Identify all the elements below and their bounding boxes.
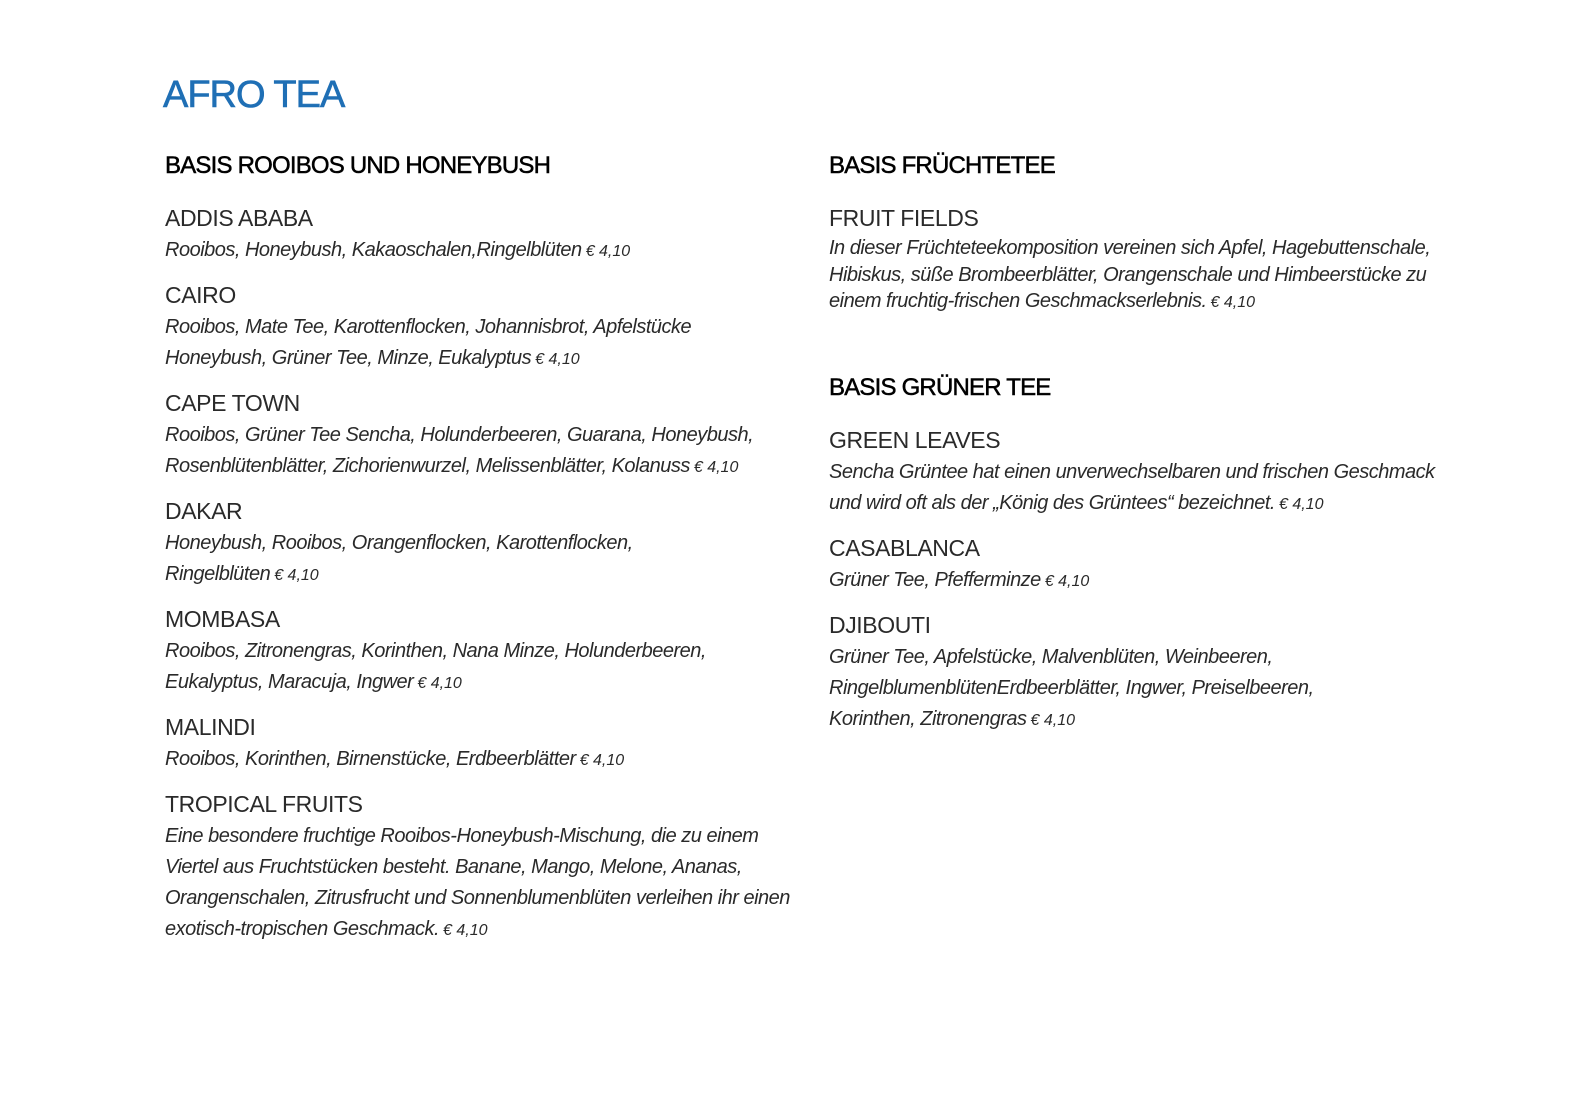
description-line (829, 288, 1469, 317)
menu-item-dakar (165, 496, 815, 591)
price-label: € 4,10 (417, 675, 462, 692)
price-label: € 4,10 (1278, 495, 1324, 513)
menu-item-description (829, 642, 1469, 736)
section-spacer (829, 330, 1469, 372)
menu-item-tropical-fruits (165, 789, 815, 946)
menu-item-name: CASABLANCA (829, 534, 980, 561)
description-line (165, 636, 815, 667)
price-label: € 4,10 (274, 567, 319, 584)
menu-item-casablanca (829, 533, 1469, 597)
price-label: € 4,10 (585, 243, 631, 260)
description-text: Grüner Tee, Pfefferminze (829, 568, 1041, 591)
menu-item-description (829, 565, 1469, 597)
description-text: In dieser Früchteteekomposition vereinen sich Apfel, Hagebuttenschale, (829, 237, 1431, 259)
price-label: € 4,10 (693, 459, 739, 476)
menu-item-description (165, 528, 815, 591)
price-label: € 4,10 (1030, 711, 1075, 729)
menu-item-name: CAIRO (165, 282, 236, 308)
menu-item-name: MALINDI (165, 714, 256, 740)
description-text: Rooibos, Zitronengras, Korinthen, Nana Minze, Holunderbeeren, (165, 640, 706, 662)
description-line (829, 457, 1469, 488)
section-heading-basis-fruchtetee: BASIS FRÜCHTETEE (829, 152, 1055, 179)
description-text: Rosenblütenblätter, Zichorienwurzel, Melissenblätter, Kolanuss (165, 455, 690, 477)
description-line (165, 852, 815, 883)
description-text: Rooibos, Grüner Tee Sencha, Holunderbeeren, Guarana, Honeybush, (165, 424, 754, 446)
menu-item-name: DJIBOUTI (829, 611, 931, 638)
description-text: Eukalyptus, Maracuja, Ingwer (165, 671, 414, 693)
section-heading-basis-gruner-tee: BASIS GRÜNER TEE (829, 373, 1051, 401)
menu-item-cape-town (165, 388, 815, 483)
description-text: Grüner Tee, Apfelstücke, Malvenblüten, Weinbeeren, (829, 645, 1273, 668)
menu-item-addis-ababa (165, 203, 815, 267)
menu-item-name: DAKAR (165, 498, 243, 524)
description-line (165, 528, 815, 559)
menu-item-cairo (165, 280, 815, 375)
price-label: € 4,10 (1044, 572, 1090, 590)
section-heading-rooibos: BASIS ROOIBOS UND HONEYBUSH (165, 152, 551, 179)
description-text: Hibiskus, süße Brombeerblätter, Orangenschale und Himbeerstücke zu (829, 263, 1427, 286)
description-text: Sencha Grüntee hat einen unverwechselbaren und frischen Geschmack (829, 460, 1435, 483)
description-text: einem fruchtig-frischen Geschmackserlebnis. (829, 290, 1207, 312)
menu-item-description (165, 312, 815, 375)
description-line (165, 821, 815, 852)
description-line (829, 704, 1469, 736)
price-label: € 4,10 (535, 351, 580, 368)
description-line (165, 312, 815, 343)
menu-item-description (165, 420, 815, 483)
menu-item-djibouti (829, 610, 1469, 736)
price-label: € 4,10 (443, 922, 488, 939)
description-text: Orangenschalen, Zitrusfrucht und Sonnenblumenblüten verleihen ihr einen (165, 887, 790, 909)
description-text: Honeybush, Grüner Tee, Minze, Eukalyptus (165, 347, 532, 369)
description-line (829, 673, 1469, 704)
menu-item-name: GREEN LEAVES (829, 426, 1001, 453)
description-line (165, 667, 815, 699)
description-line (165, 559, 815, 591)
menu-item-description (829, 235, 1469, 317)
description-text: Eine besondere fruchtige Rooibos-Honeybush-Mischung, die zu einem (165, 825, 759, 847)
menu-sections-right (829, 150, 1469, 736)
description-line (829, 488, 1469, 520)
menu-list-rooibos (165, 203, 815, 946)
description-line (165, 235, 815, 267)
menu-item-mombasa (165, 604, 815, 699)
description-line (165, 744, 815, 776)
left-column (165, 150, 815, 959)
description-text: Korinthen, Zitronengras (829, 707, 1027, 730)
description-line (829, 565, 1469, 597)
menu-item-description (165, 744, 815, 776)
menu-item-fruit-fields (829, 203, 1469, 317)
page-title: AFRO TEA (163, 74, 345, 116)
price-label: € 4,10 (1210, 294, 1256, 311)
price-label: € 4,10 (579, 752, 625, 769)
description-line (165, 883, 815, 914)
description-text: Rooibos, Korinthen, Birnenstücke, Erdbeerblätter (165, 748, 576, 770)
description-text: exotisch-tropischen Geschmack. (165, 918, 440, 940)
description-text: Ringelblüten (165, 563, 271, 585)
description-text: Rooibos, Mate Tee, Karottenflocken, Johannisbrot, Apfelstücke (165, 316, 692, 338)
description-line (165, 451, 815, 483)
description-text: Viertel aus Fruchtstücken besteht. Banane, Mango, Melone, Ananas, (165, 856, 742, 878)
menu-item-green-leaves (829, 425, 1469, 520)
menu-item-name: ADDIS ABABA (165, 205, 313, 231)
menu-item-name: TROPICAL FRUITS (165, 791, 363, 817)
menu-item-description (165, 821, 815, 946)
description-line (165, 914, 815, 946)
description-line (829, 642, 1469, 673)
menu-item-description (165, 636, 815, 699)
menu-item-name: FRUIT FIELDS (829, 205, 979, 231)
description-line (165, 420, 815, 451)
menu-item-description (165, 235, 815, 267)
right-column (829, 150, 1469, 749)
description-line (829, 262, 1469, 289)
menu-item-name: MOMBASA (165, 606, 280, 632)
description-text: Rooibos, Honeybush, Kakaoschalen,Ringelblüten (165, 239, 582, 261)
description-text: und wird oft als der „König des Grüntees“ bezeichnet. (829, 491, 1275, 514)
menu-item-malindi (165, 712, 815, 776)
description-text: Honeybush, Rooibos, Orangenflocken, Karottenflocken, (165, 532, 633, 554)
description-line (165, 343, 815, 375)
description-text: RingelblumenblütenErdbeerblätter, Ingwer, Preiselbeeren, (829, 676, 1314, 699)
menu-item-description (829, 457, 1469, 520)
menu-item-name: CAPE TOWN (165, 390, 300, 416)
description-line (829, 235, 1469, 262)
